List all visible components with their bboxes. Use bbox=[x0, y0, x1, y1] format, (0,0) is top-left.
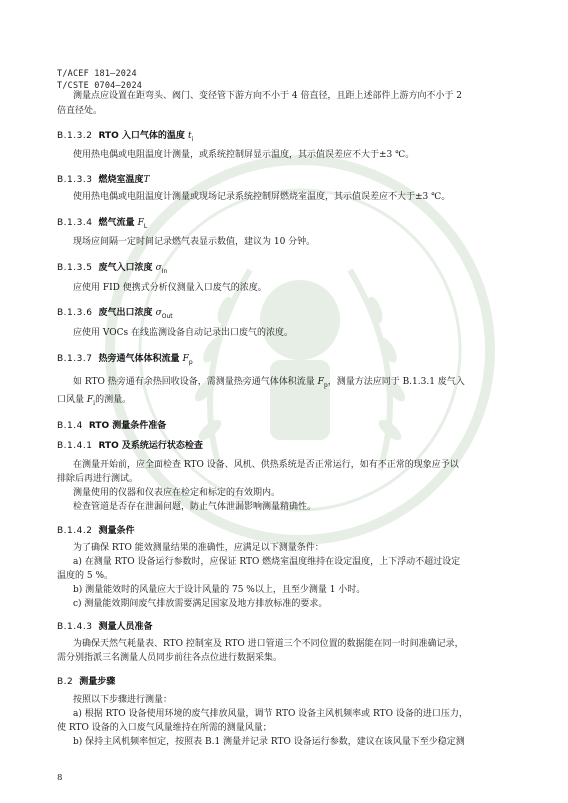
section-text-b136: 应使用 VOCs 在线监测设备自动记录出口废气的浓度。 bbox=[73, 328, 293, 338]
standard-code-1: T/ACEF 181—2024 bbox=[57, 69, 137, 79]
section-heading-b143: B.1.4.3 测量人员准备 bbox=[57, 622, 153, 632]
section-heading-b135: B.1.3.5 废气入口浓度 $\sigma_{In}$ bbox=[57, 263, 168, 275]
b143-line-1: 为确保天然气耗量表、RTO 控制室及 RTO 进口管道三个不同位置的数据能在同一时间准确记录， bbox=[73, 639, 464, 649]
b142-item-a-cont: 温度的 5 %。 bbox=[57, 571, 113, 581]
section-text-b133: 使用热电偶或电阻温度计测量或现场记录系统控制屏燃烧室温度，其示值误差应不大于±3 ℃。 bbox=[73, 192, 451, 202]
b141-line-1: 在测量开始前，应全面检查 RTO 设备、风机、供热系统是否正常运行，如有不正常的现象应予以 bbox=[73, 460, 459, 470]
section-text-b132: 使用热电偶或电阻温度计测量，或系统控制屏显示温度，其示值误差应不大于±3 ℃。 bbox=[73, 150, 415, 160]
b2-item-a-cont: 使 RTO 设备的入口废气风量维持在所需的测量风量； bbox=[57, 723, 272, 733]
section-heading-b2: B.2 测量步骤 bbox=[57, 677, 116, 687]
section-heading-b14: B.1.4 RTO 测量条件准备 bbox=[57, 421, 167, 431]
b141-line-2: 排除后再进行测试。 bbox=[57, 474, 139, 484]
section-heading-b137: B.1.3.7 热旁通气体体积流量 $F_p$ bbox=[57, 354, 193, 366]
b142-item-a: a) 在测量 RTO 设备运行参数时，应保证 RTO 燃烧室温度维持在设定温度，上下浮动不超过设定 bbox=[73, 557, 461, 567]
b2-item-a: a) 根据 RTO 设备使用环境的废气排放风量，调节 RTO 设备主风机频率或 RTO 设备的进口压力， bbox=[73, 709, 468, 719]
section-text-b137-line2: 口风量 $F_i$的测量。 bbox=[57, 395, 132, 407]
b142-item-c: c) 测量能效期间废气排放需要满足国家及地方排放标准的要求。 bbox=[73, 599, 328, 609]
section-text-b137-line1: 如 RTO 热旁通有余热回收设备，需测量热旁通气体体积流量 $F_p$，测量方法应同于 B.1.3.1 废气入 bbox=[73, 377, 465, 389]
section-heading-b133: B.1.3.3 燃烧室温度T bbox=[57, 175, 150, 185]
b2-item-b: b) 保持主风机频率恒定，按照表 B.1 测量并记录 RTO 设备运行参数，建议在该风量下至少稳定测 bbox=[73, 737, 465, 747]
standard-code-2: T/CSTE 0704—2024 bbox=[57, 81, 143, 91]
intro-line-2: 倍直径处。 bbox=[57, 106, 103, 116]
section-heading-b142: B.1.4.2 测量条件 bbox=[57, 526, 135, 536]
b141-line-3: 测量使用的仪器和仪表应在检定和标定的有效期内。 bbox=[73, 488, 281, 498]
b141-line-4: 检查管道是否存在泄漏问题，防止气体泄漏影响测量精确性。 bbox=[73, 502, 317, 512]
page-number: 8 bbox=[57, 773, 63, 783]
section-heading-b141: B.1.4.1 RTO 及系统运行状态检查 bbox=[57, 441, 203, 451]
b142-line-1: 为了确保 RTO 能效测量结果的准确性，应满足以下测量条件： bbox=[73, 543, 324, 553]
b142-item-b: b) 测量能效时的风量应大于设计风量的 75 %以上，且至少测量 1 小时。 bbox=[73, 585, 366, 595]
section-heading-b136: B.1.3.6 废气出口浓度 $\sigma_{Out}$ bbox=[57, 308, 173, 320]
b2-line-1: 按照以下步骤进行测量： bbox=[73, 695, 173, 705]
intro-line-1: 测量点应设置在距弯头、阀门、变径管下游方向不小于 4 倍直径，且距上述部件上游方向不小于 2 bbox=[73, 91, 463, 101]
b143-line-2: 需分别指派三名测量人员同步前往各点位进行数据采集。 bbox=[57, 653, 283, 663]
section-heading-b132: B.1.3.2 RTO 入口气体的温度 $t_i$ bbox=[57, 131, 194, 143]
section-text-b134: 现场应间隔一定时间记录燃气表显示数值，建议为 10 分钟。 bbox=[73, 237, 316, 247]
section-text-b135: 应使用 FID 便携式分析仪测量入口废气的浓度。 bbox=[73, 283, 267, 293]
section-heading-b134: B.1.3.4 燃气流量 $F_L$ bbox=[57, 218, 148, 230]
